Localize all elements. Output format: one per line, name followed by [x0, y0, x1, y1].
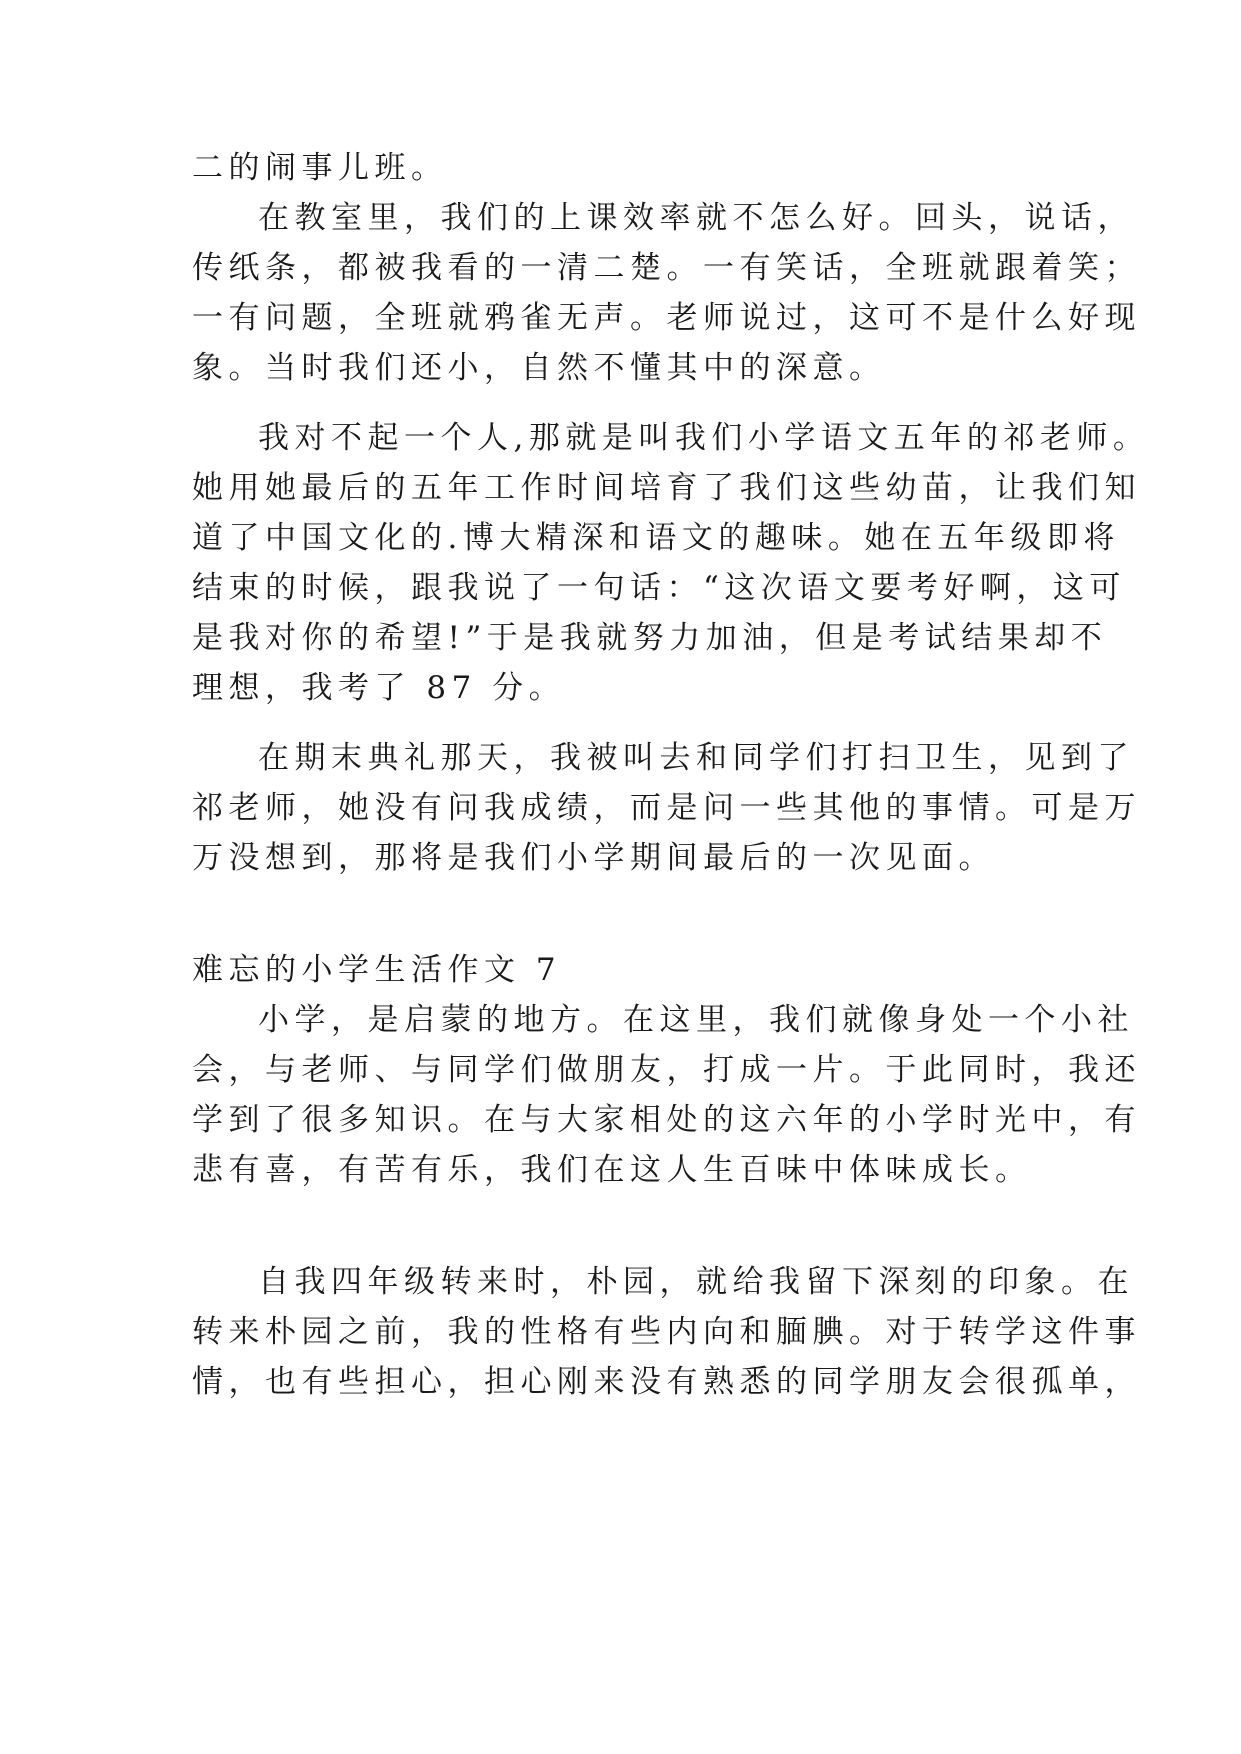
- text-line: 结束的时候，跟我说了一句话：“这次语文要考好啊，这可: [192, 570, 1126, 606]
- paragraph-first-line: 在教室里，我们的上课效率就不怎么好。回头，说话，: [258, 200, 1134, 236]
- text-line: 是我对你的希望!”于是我就努力加油，但是考试结果却不: [192, 620, 1108, 656]
- text-line: 悲有喜，有苦有乐，我们在这人生百味中体味成长。: [192, 1152, 1032, 1188]
- text-line: 她用她最后的五年工作时间培育了我们这些幼苗，让我们知: [192, 470, 1141, 506]
- text-line: 道了中国文化的.博大精深和语文的趣味。她在五年级即将: [192, 520, 1120, 556]
- text-line: 转来朴园之前，我的性格有些内向和腼腆。对于转学这件事: [192, 1314, 1141, 1350]
- text-line: 二的闹事儿班。: [192, 150, 448, 186]
- text-line: 一有问题，全班就鸦雀无声。老师说过，这可不是什么好现: [192, 300, 1141, 336]
- text-line: 理想，我考了 87 分。: [192, 670, 566, 706]
- paragraph-first-line: 在期末典礼那天，我被叫去和同学们打扫卫生，见到了: [258, 740, 1134, 776]
- text-line: 会，与老师、与同学们做朋友，打成一片。于此同时，我还: [192, 1052, 1141, 1088]
- section-heading: 难忘的小学生活作文 7: [192, 952, 562, 988]
- paragraph-first-line: 小学，是启蒙的地方。在这里，我们就像身处一个小社: [258, 1002, 1134, 1038]
- text-line: 象。当时我们还小，自然不懂其中的深意。: [192, 350, 886, 386]
- text-line: 万没想到，那将是我们小学期间最后的一次见面。: [192, 840, 995, 876]
- text-line: 情，也有些担心，担心刚来没有熟悉的同学朋友会很孤单，: [192, 1364, 1141, 1400]
- text-line: 祁老师，她没有问我成绩，而是问一些其他的事情。可是万: [192, 790, 1141, 826]
- text-line: 传纸条，都被我看的一清二楚。一有笑话，全班就跟着笑；: [192, 250, 1141, 286]
- text-line: 学到了很多知识。在与大家相处的这六年的小学时光中，有: [192, 1102, 1141, 1138]
- paragraph-first-line: 自我四年级转来时，朴园，就给我留下深刻的印象。在: [258, 1264, 1134, 1300]
- paragraph-first-line: 我对不起一个人,那就是叫我们小学语文五年的祁老师。: [258, 420, 1150, 456]
